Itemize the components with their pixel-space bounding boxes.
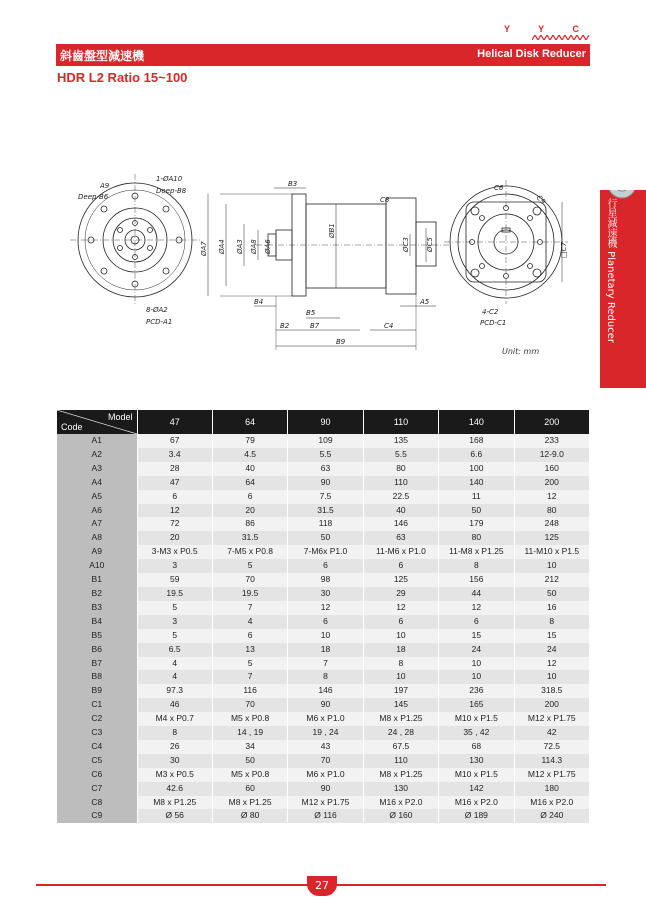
value-cell: 63 [288,462,363,476]
row-code-cell: A9 [57,545,137,559]
table-row [57,504,590,518]
table-row [57,726,590,740]
value-cell: 8 [137,726,212,740]
row-code-cell: B8 [57,670,137,684]
value-cell: 46 [137,698,212,712]
value-cell: 5.5 [288,448,363,462]
corner-model-label: Model [107,412,133,422]
label-c8: C8 [380,196,390,204]
table-row [57,740,590,754]
value-cell: 10 [439,670,514,684]
value-cell: 6 [439,615,514,629]
value-cell: 20 [212,504,287,518]
value-cell: 18 [363,643,438,657]
label-a7: ØA7 [200,241,208,256]
value-cell: 50 [288,531,363,545]
model-header: 200 [514,410,589,434]
table-body [57,434,590,823]
value-cell: 116 [212,684,287,698]
value-cell: Ø 189 [439,809,514,823]
value-cell: 165 [439,698,514,712]
label-c5: ØC5 [426,237,434,252]
row-code-cell: A5 [57,490,137,504]
value-cell: 11-M8 x P1.25 [439,545,514,559]
value-cell: 7 [212,601,287,615]
value-cell: M6 x P1.0 [288,712,363,726]
value-cell: M5 x P0.8 [212,768,287,782]
value-cell: 125 [514,531,589,545]
table-row [57,601,590,615]
value-cell: 79 [212,434,287,448]
value-cell: Ø 116 [288,809,363,823]
value-cell: 16 [514,601,589,615]
value-cell: 156 [439,573,514,587]
label-c2: 4-C2 [482,308,499,316]
row-code-cell: A8 [57,531,137,545]
value-cell: 168 [439,434,514,448]
model-header: 64 [212,410,287,434]
value-cell: 28 [137,462,212,476]
value-cell: 6 [288,615,363,629]
row-code-cell: C7 [57,782,137,796]
row-code-cell: C3 [57,726,137,740]
row-code-cell: C8 [57,796,137,810]
value-cell: 6 [137,490,212,504]
value-cell: M4 x P0.7 [137,712,212,726]
table-row [57,573,590,587]
value-cell: 10 [363,629,438,643]
value-cell: 20 [137,531,212,545]
value-cell: 24 [514,643,589,657]
value-cell: 7-M5 x P0.8 [212,545,287,559]
row-code-cell: B7 [57,657,137,671]
value-cell: 140 [439,476,514,490]
value-cell: 30 [137,754,212,768]
label-b9: B9 [336,338,346,346]
value-cell: 3-M3 x P0.5 [137,545,212,559]
model-header: 140 [439,410,514,434]
value-cell: 34 [212,740,287,754]
value-cell: M8 x P1.25 [363,712,438,726]
table-row [57,643,590,657]
value-cell: 118 [288,517,363,531]
value-cell: Ø 240 [514,809,589,823]
label-pcd-c1: PCD-C1 [480,319,507,327]
value-cell: 47 [137,476,212,490]
table-row [57,712,590,726]
row-code-cell: C9 [57,809,137,823]
label-a9: A9 [100,182,110,190]
row-code-cell: A4 [57,476,137,490]
table-row [57,587,590,601]
value-cell: 11-M10 x P1.5 [514,545,589,559]
value-cell: 80 [439,531,514,545]
value-cell: 67 [137,434,212,448]
label-b2: B2 [280,322,290,330]
value-cell: 40 [212,462,287,476]
value-cell: 72 [137,517,212,531]
value-cell: 6 [363,615,438,629]
label-c7: □C7 [560,242,568,258]
page-number: 27 [307,876,337,896]
row-code-cell: B3 [57,601,137,615]
value-cell: M12 x P1.75 [514,768,589,782]
value-cell: 125 [363,573,438,587]
value-cell: 97.3 [137,684,212,698]
value-cell: 6 [212,629,287,643]
value-cell: 109 [288,434,363,448]
table-row [57,698,590,712]
value-cell: 26 [137,740,212,754]
value-cell: 212 [514,573,589,587]
label-b5: B5 [306,309,316,317]
value-cell: 3 [137,615,212,629]
row-code-cell: C4 [57,740,137,754]
value-cell: 10 [363,670,438,684]
side-view-gearbox [208,188,450,350]
row-code-cell: B1 [57,573,137,587]
label-a3: ØA3 [236,239,244,254]
value-cell: 29 [363,587,438,601]
value-cell: 146 [363,517,438,531]
front-view-output-flange [444,180,568,304]
row-code-cell: A1 [57,434,137,448]
value-cell: 8 [514,615,589,629]
value-cell: M8 x P1.25 [212,796,287,810]
table-row [57,476,590,490]
value-cell: 14 , 19 [212,726,287,740]
value-cell: 31.5 [212,531,287,545]
value-cell: 100 [439,462,514,476]
value-cell: 142 [439,782,514,796]
value-cell: 179 [439,517,514,531]
row-code-cell: B4 [57,615,137,629]
row-code-cell: C6 [57,768,137,782]
label-a10: 1-ØA10 [156,175,183,183]
value-cell: 200 [514,698,589,712]
value-cell: 98 [288,573,363,587]
table-row [57,434,590,448]
value-cell: 40 [363,504,438,518]
value-cell: 44 [439,587,514,601]
product-subtitle: HDR L2 Ratio 15~100 [57,70,188,85]
value-cell: 8 [363,657,438,671]
value-cell: 7 [288,657,363,671]
value-cell: 64 [212,476,287,490]
value-cell: M16 x P2.0 [439,796,514,810]
value-cell: 42.6 [137,782,212,796]
value-cell: 145 [363,698,438,712]
technical-drawing [70,168,590,368]
row-code-cell: A7 [57,517,137,531]
table-corner-cell [57,410,137,434]
value-cell: 7.5 [288,490,363,504]
value-cell: M16 x P2.0 [514,796,589,810]
value-cell: M8 x P1.25 [363,768,438,782]
value-cell: M8 x P1.25 [137,796,212,810]
model-header: 90 [288,410,363,434]
value-cell: 5 [137,601,212,615]
value-cell: 15 [514,629,589,643]
value-cell: 4.5 [212,448,287,462]
value-cell: 197 [363,684,438,698]
row-code-cell: A3 [57,462,137,476]
value-cell: M10 x P1.5 [439,712,514,726]
value-cell: 6.6 [439,448,514,462]
value-cell: M16 x P2.0 [363,796,438,810]
row-code-cell: C1 [57,698,137,712]
value-cell: 22.5 [363,490,438,504]
brand-zigzag-decoration [532,35,590,40]
value-cell: 90 [288,476,363,490]
label-b1: ØB1 [328,223,336,238]
label-a4: ØA4 [218,239,226,254]
corner-code-label: Code [61,422,83,432]
value-cell: Ø 56 [137,809,212,823]
label-a6: ØA6 [264,239,272,254]
header-bar [56,44,590,66]
value-cell: 12 [363,601,438,615]
table-row [57,657,590,671]
value-cell: 6 [288,559,363,573]
label-a8: ØA8 [250,239,258,254]
value-cell: 90 [288,782,363,796]
table-row [57,462,590,476]
value-cell: 10 [514,559,589,573]
table-row [57,545,590,559]
spec-table [57,410,590,823]
table-row [57,754,590,768]
value-cell: 6 [363,559,438,573]
value-cell: 4 [137,670,212,684]
label-b4: B4 [254,298,264,306]
value-cell: M3 x P0.5 [137,768,212,782]
value-cell: 70 [212,698,287,712]
value-cell: 146 [288,684,363,698]
value-cell: 42 [514,726,589,740]
table-row [57,531,590,545]
value-cell: Ø 80 [212,809,287,823]
value-cell: 19.5 [137,587,212,601]
value-cell: 10 [439,657,514,671]
value-cell: 5 [212,559,287,573]
label-c6: C6 [494,184,504,192]
value-cell: 3 [137,559,212,573]
row-code-cell: B5 [57,629,137,643]
value-cell: 12 [288,601,363,615]
model-header: 47 [137,410,212,434]
value-cell: 110 [363,476,438,490]
value-cell: 8 [288,670,363,684]
value-cell: 12 [439,601,514,615]
unit-label: Unit: mm [502,347,540,356]
row-code-cell: C5 [57,754,137,768]
value-cell: 8 [439,559,514,573]
value-cell: 6.5 [137,643,212,657]
value-cell: 11-M6 x P1.0 [363,545,438,559]
table-row [57,448,590,462]
table-row [57,684,590,698]
label-deep-b8: Deep-B8 [156,187,187,195]
value-cell: 4 [137,657,212,671]
value-cell: 7 [212,670,287,684]
value-cell: 59 [137,573,212,587]
model-header: 110 [363,410,438,434]
value-cell: 12-9.0 [514,448,589,462]
value-cell: 130 [363,782,438,796]
value-cell: 11 [439,490,514,504]
value-cell: 12 [514,657,589,671]
value-cell: M12 x P1.75 [288,796,363,810]
value-cell: 31.5 [288,504,363,518]
value-cell: 80 [514,504,589,518]
value-cell: 15 [439,629,514,643]
label-c3: ØC3 [402,237,410,252]
row-code-cell: B9 [57,684,137,698]
row-code-cell: B2 [57,587,137,601]
label-c9: C9 [534,193,547,207]
label-a2: 8-ØA2 [146,306,168,314]
value-cell: Ø 160 [363,809,438,823]
value-cell: 19.5 [212,587,287,601]
value-cell: 68 [439,740,514,754]
value-cell: 35 , 42 [439,726,514,740]
value-cell: 6 [212,490,287,504]
table-row [57,615,590,629]
value-cell: 67.5 [363,740,438,754]
side-tab-label: 行星減速機 Planetary Reducer [605,198,616,343]
value-cell: 24 [439,643,514,657]
value-cell: 180 [514,782,589,796]
table-row [57,768,590,782]
row-code-cell: A2 [57,448,137,462]
value-cell: 7-M6x P1.0 [288,545,363,559]
value-cell: 50 [514,587,589,601]
value-cell: 10 [288,629,363,643]
table-row [57,796,590,810]
value-cell: 80 [363,462,438,476]
value-cell: 130 [439,754,514,768]
value-cell: 70 [212,573,287,587]
value-cell: 50 [212,754,287,768]
value-cell: M6 x P1.0 [288,768,363,782]
table-row [57,490,590,504]
value-cell: 63 [363,531,438,545]
table-row [57,809,590,823]
value-cell: 5.5 [363,448,438,462]
value-cell: M10 x P1.5 [439,768,514,782]
header-title-english: Helical Disk Reducer [477,48,586,60]
value-cell: 24 , 28 [363,726,438,740]
table-row [57,782,590,796]
value-cell: 90 [288,698,363,712]
value-cell: 18 [288,643,363,657]
value-cell: 248 [514,517,589,531]
value-cell: 13 [212,643,287,657]
value-cell: 50 [439,504,514,518]
value-cell: 12 [137,504,212,518]
table-row [57,670,590,684]
row-code-cell: B6 [57,643,137,657]
label-b7: B7 [310,322,320,330]
row-code-cell: A6 [57,504,137,518]
value-cell: 160 [514,462,589,476]
value-cell: 4 [212,615,287,629]
value-cell: M12 x P1.75 [514,712,589,726]
label-deep-b6: Deep-B6 [78,193,109,201]
value-cell: 70 [288,754,363,768]
value-cell: 19 , 24 [288,726,363,740]
value-cell: 10 [514,670,589,684]
value-cell: 110 [363,754,438,768]
header-title-chinese: 斜齒盤型減速機 [60,49,145,63]
value-cell: 318.5 [514,684,589,698]
value-cell: 114.3 [514,754,589,768]
value-cell: 135 [363,434,438,448]
value-cell: 72.5 [514,740,589,754]
row-code-cell: A10 [57,559,137,573]
label-pcd-a1: PCD-A1 [146,318,173,326]
table-row [57,629,590,643]
brand-logo: Y Y C [503,24,592,34]
value-cell: 12 [514,490,589,504]
value-cell: 5 [137,629,212,643]
value-cell: 200 [514,476,589,490]
value-cell: 86 [212,517,287,531]
label-b3: B3 [288,180,298,188]
value-cell: 5 [212,657,287,671]
table-row [57,517,590,531]
value-cell: 30 [288,587,363,601]
value-cell: 233 [514,434,589,448]
label-c4: C4 [384,322,394,330]
table-header-row [57,410,590,434]
value-cell: 60 [212,782,287,796]
value-cell: 236 [439,684,514,698]
table-row [57,559,590,573]
label-a5: A5 [420,298,430,306]
value-cell: 3.4 [137,448,212,462]
value-cell: M5 x P0.8 [212,712,287,726]
value-cell: 43 [288,740,363,754]
row-code-cell: C2 [57,712,137,726]
